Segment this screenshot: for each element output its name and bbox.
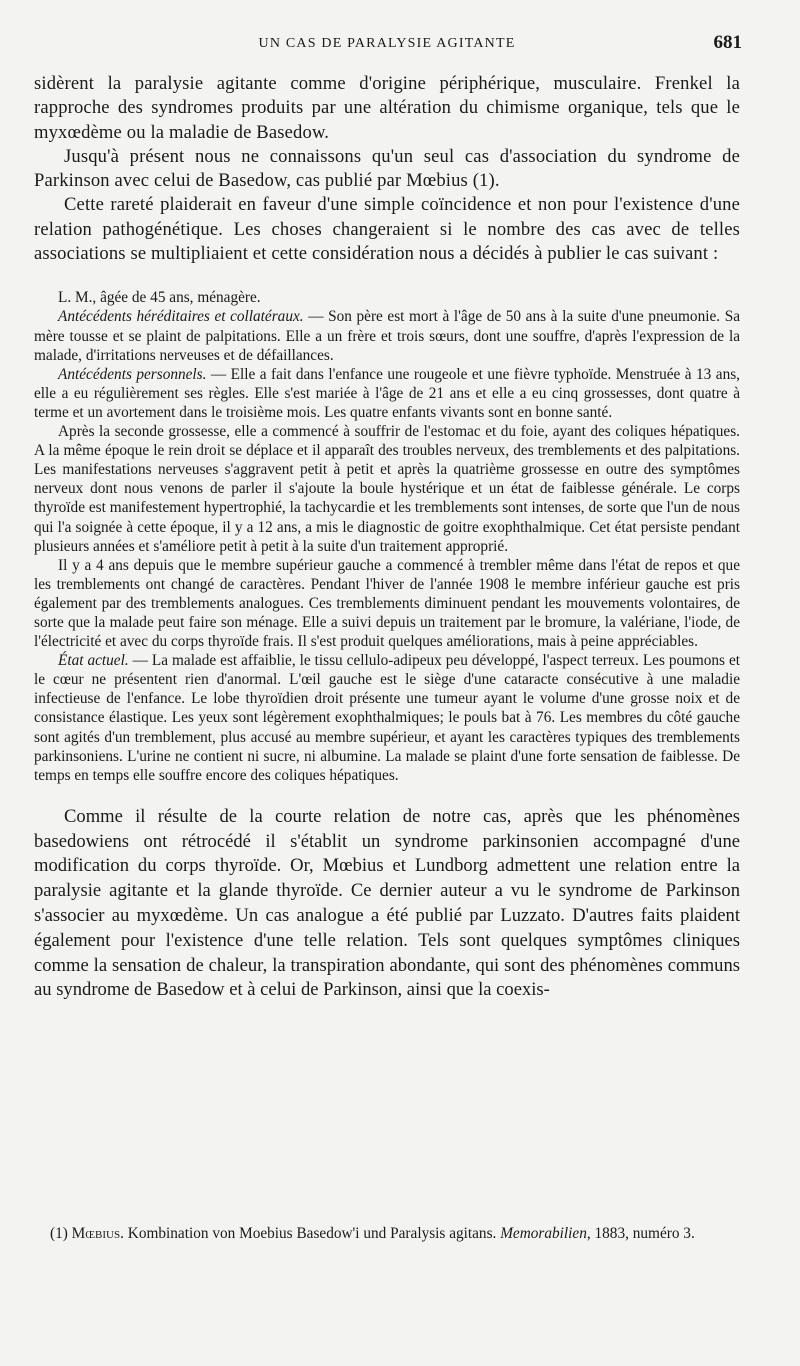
footnote-author: Mœbius. — [71, 1225, 124, 1242]
paragraph-four-years: Il y a 4 ans depuis que le membre supérieur gauche a commencé à trembler même dans l'état de repos et que les tremblements ont changé de caractères. Pendant l'hiver de l'année 1908 le membre inférieur gauche est pris également par des tremblements analogues. Ces tremblements diminuent pendant les mouvements volontaires, de sorte que la malade peut faire son ménage. Elle a suivi depuis un traitement par le bromure, la valériane, l'iode, de l'électricité et avec du corps thyroïde frais. Il s'est produit quelques améliorations, mais à peine appréciables. — [34, 556, 740, 651]
footnote-text: Kombination von Moebius Basedow'i und Paralysis agitans. — [123, 1225, 501, 1242]
paragraph-rarity: Cette rareté plaiderait en faveur d'une simple coïncidence et non pour l'existence d'une relation pathogénétique. Les choses changeraient si le nombre des cas avec de telles associations se multipliaient et cette considération nous a décidés à publier le cas suivant : — [34, 194, 740, 265]
current-state-text: — La malade est affaiblie, le tissu cellulo-adipeux peu développé, l'aspect terreux. Les poumons et le cœur ne présentent rien d'anormal. L'œil gauche est le siège d'une cataracte consécutive à une maladie infectieuse de l'enfance. Le lobe thyroïdien droit présente une tumeur ayant le volume d'une grosse noix et de consistance élastique. Les yeux sont légèrement exophthalmiques; le pouls bat à 76. Les membres du côté gauche sont agités d'un tremblement, plus accusé au membre supérieur, et ayant les caractères typiques des tremblements parkinsoniens. L'urine ne contient ni sucre, ni albumine. La malade se plaint d'une forte sensation de faiblesse. De temps en temps elle souffre encore des coliques hépatiques. — [34, 652, 740, 784]
paragraph-second-pregnancy: Après la seconde grossesse, elle a commencé à souffrir de l'estomac et du foie, ayant des coliques hépatiques. A la même époque le rein droit se déplace et il apparaît des troubles nerveux, des tremblements et des palpitations. Les manifestations nerveuses s'aggravent petit à petit et après la quatrième grossesse en outre des symptômes nerveux dont nous venons de parler il s'ajoute la boule hystérique et un état de faiblesse générale. Le corps thyroïde est manifestement hypertrophié, la tachycardie et les tremblements sont intenses, de sorte que l'un de nous qui l'a soignée à cette époque, il y a 12 ans, a mis le diagnostic de goitre exophthalmique. Cet état persiste pendant plusieurs années et s'améliore petit à petit à la suite d'un traitement approprié. — [34, 423, 740, 555]
case-report — [34, 288, 740, 784]
hereditary-history — [34, 307, 740, 364]
footnote-marker: (1) — [50, 1225, 68, 1242]
running-title: UN CAS DE PARALYSIE AGITANTE — [258, 36, 516, 51]
paragraph-discussion: Comme il résulte de la courte relation de notre cas, après que les phénomènes basedowiens ont rétrocédé il s'établit un syndrome parkinsonien accompagné d'une modification du corps thyroïde. Or, Mœbius et Lundborg admettent une relation entre la paralysie agitante et la glande thyroïde. Ce dernier auteur a vu le syndrome de Parkinson s'associer au myxœdème. Un cas analogue a été publié par Luzzato. D'autres faits plaident également pour l'existence d'une telle relation. Tels sont quelques symptômes cliniques comme la sensation de chaleur, la transpiration abondante, qui sont des phénomènes communs au syndrome de Basedow et à celui de Parkinson, ainsi que la coexis- — [34, 805, 740, 1001]
discussion-section — [34, 805, 740, 1003]
footnote-tail: , 1883, numéro 3. — [586, 1225, 695, 1242]
footnote — [34, 1224, 740, 1244]
personal-text: — Elle a fait dans l'enfance une rougeole et une fièvre typhoïde. Menstruée à 13 ans, elle a eu régulièrement ses règles. Elle s'est mariée à l'âge de 21 ans et elle a eu cinq grossesses, dont quatre à terme et un avortement dans le troisième mois. Les quatre enfants vivants sont en bonne santé. — [34, 365, 740, 421]
current-state-heading: État actuel. — [58, 652, 129, 670]
page-number: 681 — [713, 32, 742, 53]
footnote-journal: Memorabilien — [500, 1225, 587, 1242]
paragraph-association: Jusqu'à présent nous ne connaissons qu'un seul cas d'association du syndrome de Parkinson avec celui de Basedow, cas publié par Mœbius (1). — [34, 145, 740, 192]
personal-history — [34, 365, 740, 422]
personal-heading: Antécédents personnels. — [58, 365, 207, 383]
paragraph-continuation: sidèrent la paralysie agitante comme d'origine périphérique, musculaire. Frenkel la rapproche des syndromes produits par une altération du chimisme organique, tels que le myxœdème ou la maladie de Basedow. — [34, 73, 740, 143]
hereditary-text: — Son père est mort à l'âge de 50 ans à la suite d'une pneumonie. Sa mère tousse et se plaint de palpitations. Elle a un frère et trois sœurs, dont une souffre, d'après l'expression de la malade, d'irritations nerveuses et de défaillances. — [34, 308, 740, 364]
patient-line: L. M., âgée de 45 ans, ménagère. — [58, 289, 261, 307]
page-header — [34, 28, 740, 58]
intro-section — [34, 72, 740, 266]
hereditary-heading: Antécédents héréditaires et collatéraux. — [58, 308, 304, 326]
current-state — [34, 651, 740, 785]
